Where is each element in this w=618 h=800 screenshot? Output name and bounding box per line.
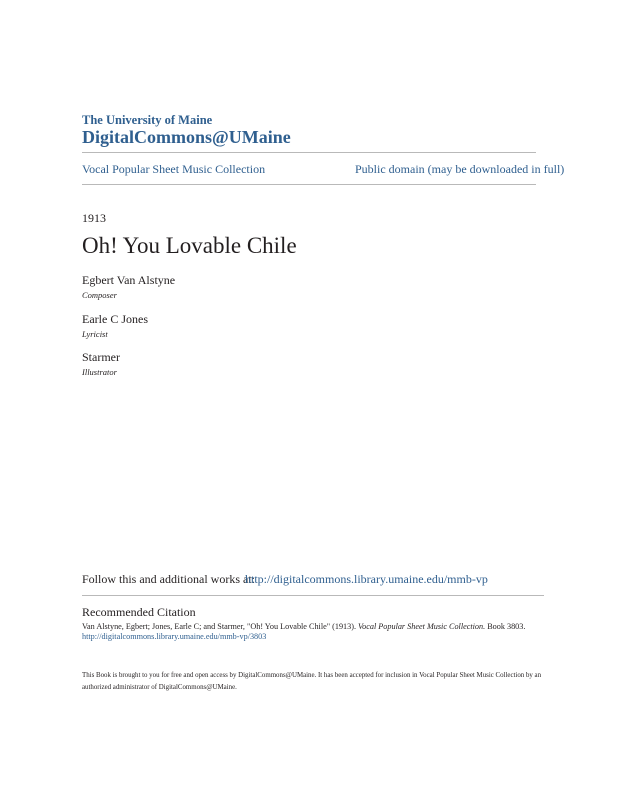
citation-authors: Van Alstyne, Egbert; Jones, Earle C; and Starmer, "Oh! You Lovable Chile" (1913). bbox=[82, 622, 359, 631]
follow-label: Follow this and additional works at: bbox=[82, 572, 255, 586]
collection-link[interactable]: Vocal Popular Sheet Music Collection bbox=[82, 162, 266, 176]
work-title: Oh! You Lovable Chile bbox=[82, 233, 297, 258]
contributor-name: Egbert Van Alstyne bbox=[82, 273, 176, 287]
citation-heading: Recommended Citation bbox=[82, 605, 196, 619]
citation-link[interactable]: http://digitalcommons.library.umaine.edu/mmb-vp/3803 bbox=[82, 632, 267, 641]
contributor-name: Earle C Jones bbox=[82, 312, 148, 326]
contributor-name: Starmer bbox=[82, 350, 120, 364]
divider-nav bbox=[82, 184, 536, 185]
publication-year: 1913 bbox=[82, 211, 106, 225]
divider-citation bbox=[82, 595, 544, 596]
contributor-role: Lyricist bbox=[82, 329, 108, 339]
follow-link[interactable]: http://digitalcommons.library.umaine.edu/mmb-vp bbox=[245, 572, 488, 586]
repository-link[interactable]: DigitalCommons@UMaine bbox=[82, 127, 291, 147]
contributor-role: Composer bbox=[82, 290, 117, 300]
university-name: The University of Maine bbox=[82, 113, 213, 127]
contributor-role: Illustrator bbox=[82, 367, 117, 377]
citation-series: Vocal Popular Sheet Music Collection. bbox=[358, 622, 486, 631]
citation-book: Book 3803. bbox=[485, 622, 526, 631]
divider-top bbox=[82, 152, 536, 153]
citation-text bbox=[82, 621, 552, 632]
access-notice: This Book is brought to you for free and open access by DigitalCommons@UMaine. It has been accepted for inclusion in Vocal Popular Sheet Music Collection by an authorized administrator of DigitalCommons@UMaine. bbox=[82, 672, 542, 691]
rights-link[interactable]: Public domain (may be downloaded in full) bbox=[355, 162, 565, 176]
